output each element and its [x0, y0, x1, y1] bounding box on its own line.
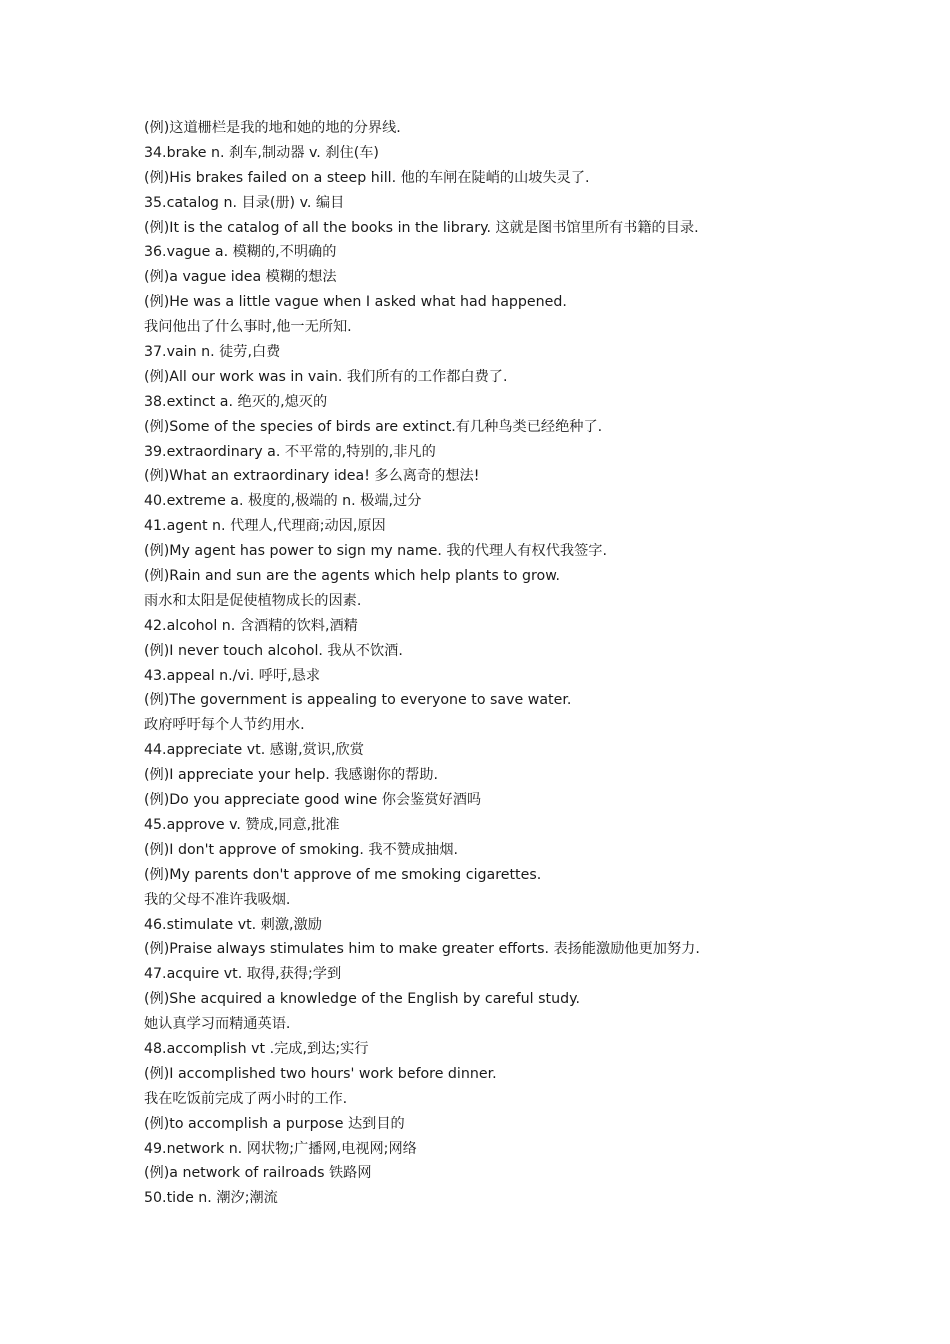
example-line: (例)What an extraordinary idea! 多么离奇的想法! — [144, 468, 480, 485]
vocab-entry: 50.tide n. 潮汐;潮流 — [144, 1190, 278, 1207]
example-line: (例)I don't approve of smoking. 我不赞成抽烟. — [144, 841, 459, 858]
example-line: (例)to accomplish a purpose 达到目的 — [144, 1115, 405, 1132]
vocab-entry: 46.stimulate vt. 刺激,激励 — [144, 916, 322, 933]
example-line: (例)His brakes failed on a steep hill. 他的车闸在陡峭的山坡失灵了. — [144, 169, 590, 186]
text-line: (例)这道栅栏是我的地和她的地的分界线. — [144, 120, 401, 136]
example-line: (例)Do you appreciate good wine 你会鉴赏好酒吗 — [144, 792, 482, 809]
example-line: (例)a vague idea 模糊的想法 — [144, 269, 337, 286]
document-page — [144, 116, 904, 1211]
vocab-entry: 41.agent n. 代理人,代理商;动因,原因 — [144, 518, 386, 535]
vocab-entry: 38.extinct a. 绝灭的,熄灭的 — [144, 393, 328, 410]
example-line: (例)It is the catalog of all the books in the library. 这就是图书馆里所有书籍的目录. — [144, 219, 699, 236]
example-line: (例)I appreciate your help. 我感谢你的帮助. — [144, 767, 439, 784]
example-line: (例)Praise always stimulates him to make greater efforts. 表扬能激励他更加努力. — [144, 941, 700, 958]
example-line: (例)He was a little vague when I asked what had happened. — [144, 294, 567, 311]
vocab-entry: 49.network n. 网状物;广播网,电视网;网络 — [144, 1140, 417, 1157]
example-line: (例)I accomplished two hours' work before dinner. — [144, 1065, 497, 1082]
example-line: (例)All our work was in vain. 我们所有的工作都白费了. — [144, 368, 508, 385]
example-line: (例)Some of the species of birds are extinct.有几种鸟类已经绝种了. — [144, 418, 603, 435]
translation-line: 我问他出了什么事时,他一无所知. — [144, 319, 352, 336]
vocab-entry: 44.appreciate vt. 感谢,赏识,欣赏 — [144, 742, 364, 759]
example-line: (例)a network of railroads 铁路网 — [144, 1165, 372, 1182]
vocab-entry: 37.vain n. 徒劳,白费 — [144, 344, 281, 361]
example-line: (例)My agent has power to sign my name. 我的代理人有权代我签字. — [144, 543, 607, 560]
vocab-entry: 43.appeal n./vi. 呼吁,恳求 — [144, 667, 321, 684]
example-line: (例)The government is appealing to everyone to save water. — [144, 692, 572, 709]
vocab-entry: 42.alcohol n. 含酒精的饮料,酒精 — [144, 617, 358, 634]
vocab-entry: 36.vague a. 模糊的,不明确的 — [144, 244, 337, 261]
example-line: (例)She acquired a knowledge of the English by careful study. — [144, 991, 580, 1008]
vocab-entry: 35.catalog n. 目录(册) v. 编目 — [144, 194, 345, 211]
vocab-entry: 34.brake n. 刹车,制动器 v. 刹住(车) — [144, 144, 379, 161]
vocab-entry: 48.accomplish vt .完成,到达;实行 — [144, 1040, 369, 1057]
vocab-entry: 45.approve v. 赞成,同意,批准 — [144, 816, 340, 833]
example-line: (例)Rain and sun are the agents which help plants to grow. — [144, 568, 561, 585]
translation-line: 我在吃饭前完成了两小时的工作. — [144, 1090, 348, 1107]
example-line: (例)I never touch alcohol. 我从不饮酒. — [144, 642, 403, 659]
translation-line: 雨水和太阳是促使植物成长的因素. — [144, 592, 362, 609]
translation-line: 政府呼吁每个人节约用水. — [144, 717, 305, 734]
vocab-entry: 40.extreme a. 极度的,极端的 n. 极端,过分 — [144, 493, 422, 510]
translation-line: 她认真学习而精通英语. — [144, 1016, 291, 1033]
translation-line: 我的父母不准许我吸烟. — [144, 891, 291, 908]
vocab-entry: 39.extraordinary a. 不平常的,特别的,非凡的 — [144, 443, 436, 460]
example-line: (例)My parents don't approve of me smoking cigarettes. — [144, 866, 542, 883]
vocab-entry: 47.acquire vt. 取得,获得;学到 — [144, 966, 342, 983]
